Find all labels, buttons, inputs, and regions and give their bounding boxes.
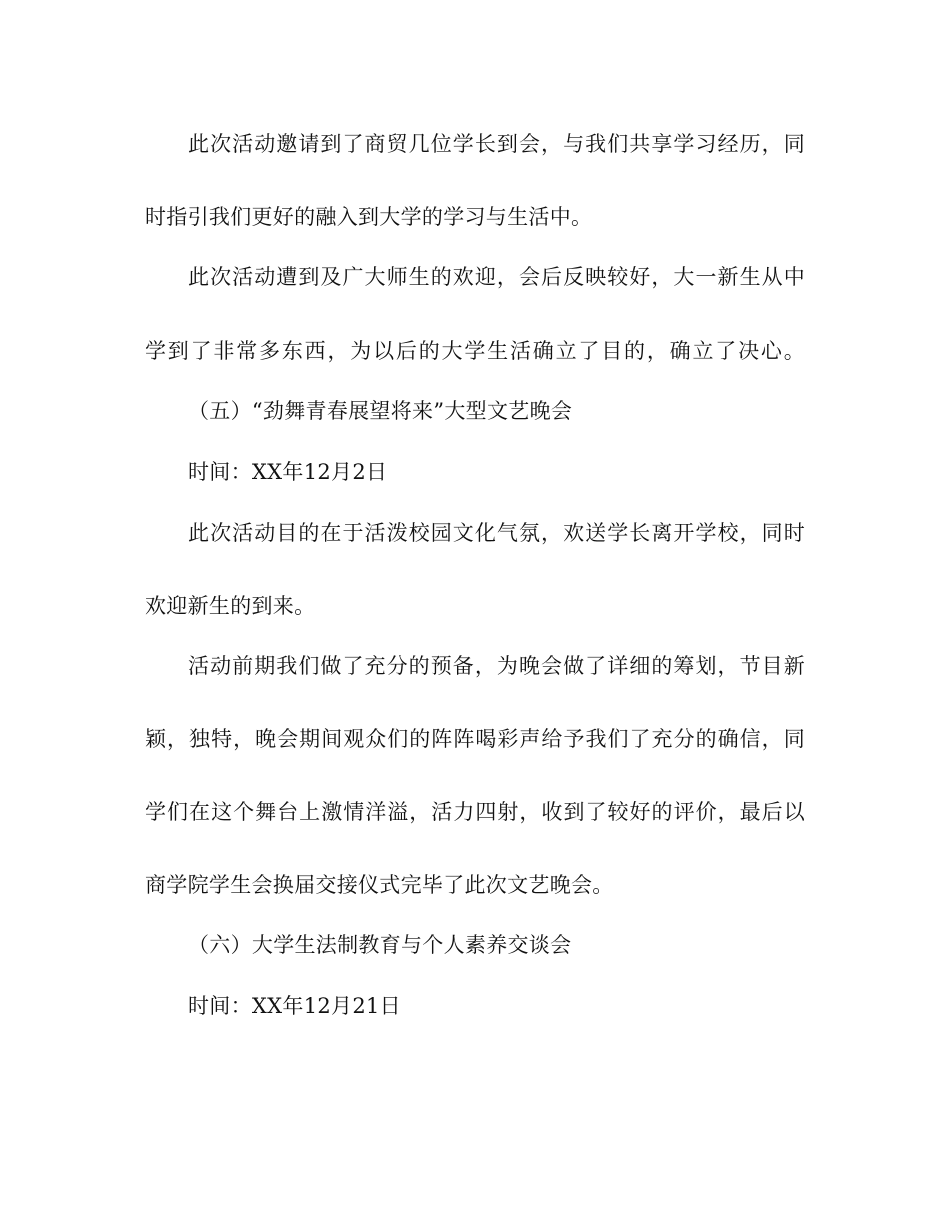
section-heading: （六）大学生法制教育与个人素养交谈会 [188,933,572,957]
paragraph-line: 欢迎新生的到来。 [145,594,316,618]
date-line: 时间：XX年12月21日 [188,994,401,1018]
paragraph-line: 此次活动目的在于活泼校园文化气氛，欢送学长离开学校，同时 [188,521,805,545]
section-heading: （五）“劲舞青春展望将来”大型文艺晚会 [188,399,573,423]
paragraph-line: 学们在这个舞台上激情洋溢，活力四射，收到了较好的评价，最后以 [145,800,805,824]
paragraph-line: 商学院学生会换届交接仪式完毕了此次文艺晚会。 [145,873,614,897]
paragraph-line: 时指引我们更好的融入到大学的学习与生活中。 [145,205,593,229]
paragraph-line: 此次活动邀请到了商贸几位学长到会，与我们共享学习经历，同 [188,132,805,156]
paragraph-line: 颖，独特，晚会期间观众们的阵阵喝彩声给予我们了充分的确信，同 [145,727,805,751]
paragraph-line: 此次活动遭到及广大师生的欢迎，会后反映较好，大一新生从中 [188,265,805,289]
date-line: 时间：XX年12月2日 [188,460,388,484]
paragraph-line: 活动前期我们做了充分的预备，为晚会做了详细的筹划，节目新 [188,654,805,678]
paragraph-line: 学到了非常多东西，为以后的大学生活确立了目的，确立了决心。 [145,339,805,363]
